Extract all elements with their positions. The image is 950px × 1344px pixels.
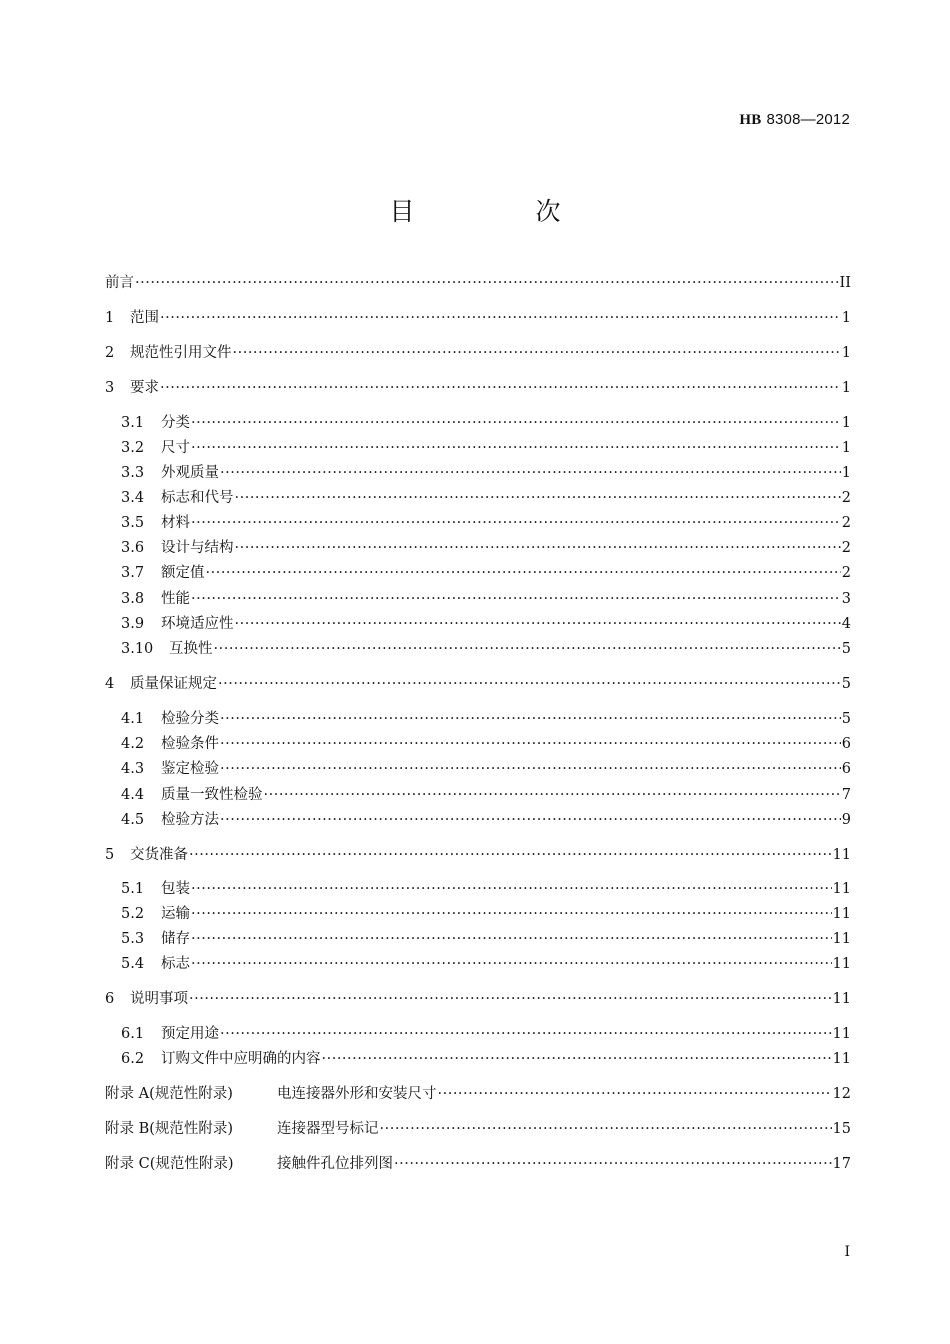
standard-prefix: HB	[739, 112, 762, 128]
toc-entry-label: 电连接器外形和安装尺寸	[277, 1086, 437, 1102]
toc-entry-page: 1	[841, 345, 851, 361]
toc-entry-label: 范围	[130, 310, 159, 326]
toc-entry-number: 5.1	[121, 881, 145, 897]
toc-entry-label: 预定用途	[161, 1026, 219, 1042]
toc-entry[interactable]	[105, 307, 851, 329]
toc-leader-dots	[322, 1048, 832, 1070]
toc-entry-page: 15	[832, 1121, 851, 1137]
toc-entry-label: 连接器型号标记	[277, 1121, 379, 1137]
toc-entry-page: 11	[832, 881, 851, 897]
toc-entry[interactable]	[121, 784, 851, 806]
toc-entry-label: 包装	[161, 881, 190, 897]
toc-entry-label: 检验条件	[161, 736, 219, 752]
toc-entry[interactable]	[105, 673, 851, 695]
toc-entry[interactable]	[121, 412, 851, 434]
toc-entry-label: 交货准备	[130, 847, 188, 863]
toc-leader-dots	[380, 1118, 832, 1140]
toc-entry-number: 5.2	[121, 906, 145, 922]
toc-entry-label: 质量保证规定	[130, 676, 217, 692]
toc-entry[interactable]	[121, 708, 851, 730]
toc-entry[interactable]	[121, 878, 851, 900]
toc-entry-page: 1	[841, 415, 851, 431]
toc-entry-number: 6	[105, 991, 115, 1007]
toc-entry-label: 材料	[161, 515, 190, 531]
toc-entry[interactable]	[121, 809, 851, 831]
page-number: I	[844, 1244, 850, 1260]
toc-entry-page: 3	[841, 591, 851, 607]
toc-entry-label: 标志	[161, 956, 190, 972]
toc-entry-label: 质量一致性检验	[161, 787, 263, 803]
toc-leader-dots	[220, 462, 841, 484]
toc-entry-page: 2	[841, 540, 851, 556]
toc-leader-dots	[235, 613, 841, 635]
toc-entry-page: 1	[841, 465, 851, 481]
toc-entry-label: 前言	[105, 275, 134, 291]
toc-leader-dots	[135, 272, 839, 294]
toc-entry-label: 说明事项	[130, 991, 188, 1007]
toc-entry-number: 3.2	[121, 440, 145, 456]
toc-entry[interactable]	[105, 844, 851, 866]
toc-entry-label: 外观质量	[161, 465, 219, 481]
toc-title: 目 次	[389, 197, 609, 226]
toc-leader-dots	[214, 638, 841, 660]
toc-leader-dots	[191, 412, 841, 434]
toc-entry-label: 要求	[130, 380, 159, 396]
toc-entry[interactable]	[105, 272, 851, 294]
toc-entry[interactable]	[121, 437, 851, 459]
toc-leader-dots	[220, 708, 841, 730]
toc-entry-label: 订购文件中应明确的内容	[161, 1051, 321, 1067]
toc-entry[interactable]	[105, 1083, 851, 1105]
toc-entry-page: 11	[832, 847, 851, 863]
toc-leader-dots	[191, 903, 832, 925]
toc-entry-number: 4	[105, 676, 115, 692]
toc-entry-label: 检验分类	[161, 711, 219, 727]
toc-entry-page: 11	[832, 1051, 851, 1067]
toc-leader-dots	[235, 487, 841, 509]
toc-entry[interactable]	[121, 512, 851, 534]
toc-entry[interactable]	[105, 342, 851, 364]
toc-entry-page: 2	[841, 490, 851, 506]
toc-leader-dots	[191, 878, 832, 900]
toc-leader-dots	[189, 988, 832, 1010]
toc-leader-dots	[206, 562, 841, 584]
toc-entry-number: 3.5	[121, 515, 145, 531]
toc-entry-number: 5	[105, 847, 115, 863]
toc-leader-dots	[220, 758, 841, 780]
toc-entry-number: 4.2	[121, 736, 145, 752]
toc-entry[interactable]	[105, 988, 851, 1010]
toc-leader-dots	[233, 342, 841, 364]
toc-entry-number: 3.6	[121, 540, 145, 556]
toc-entry-label: 运输	[161, 906, 190, 922]
toc-entry-number: 5.3	[121, 931, 145, 947]
toc-leader-dots	[160, 377, 841, 399]
toc-entry[interactable]	[121, 1048, 851, 1070]
toc-entry-page: 11	[832, 991, 851, 1007]
toc-entry-page: 2	[841, 515, 851, 531]
toc-entry-label: 尺寸	[161, 440, 190, 456]
toc-entry-label: 鉴定检验	[161, 761, 219, 777]
toc-entry-page: 11	[832, 1026, 851, 1042]
toc-leader-dots	[235, 537, 841, 559]
toc-entry[interactable]	[121, 638, 851, 660]
toc-entry-number: 附录 B(规范性附录)	[105, 1121, 234, 1137]
toc-entry-page: 2	[841, 565, 851, 581]
toc-entry-page: 5	[841, 711, 851, 727]
toc-entry[interactable]	[121, 588, 851, 610]
toc-entry[interactable]	[121, 903, 851, 925]
toc-entry-page: 11	[832, 931, 851, 947]
toc-leader-dots	[220, 1023, 832, 1045]
standard-code	[739, 110, 850, 129]
toc-entry-page: 7	[841, 787, 851, 803]
toc-entry-label: 性能	[161, 591, 190, 607]
toc-entry-number: 3.1	[121, 415, 145, 431]
toc-entry-number: 1	[105, 310, 115, 326]
toc-entry-number: 5.4	[121, 956, 145, 972]
toc-entry-number: 3.7	[121, 565, 145, 581]
toc-leader-dots	[191, 437, 841, 459]
toc-leader-dots	[264, 784, 841, 806]
toc-entry[interactable]	[105, 377, 851, 399]
toc-entry[interactable]	[121, 537, 851, 559]
toc-leader-dots	[220, 733, 841, 755]
toc-entry[interactable]	[105, 1153, 851, 1175]
toc-entry-number: 3.3	[121, 465, 145, 481]
toc-entry-number: 6.2	[121, 1051, 145, 1067]
toc-entry-number: 3.9	[121, 616, 145, 632]
toc-entry-label: 规范性引用文件	[130, 345, 232, 361]
toc-entry-label: 设计与结构	[161, 540, 234, 556]
toc-entry[interactable]	[105, 1118, 851, 1140]
toc-entry-page: 9	[841, 812, 851, 828]
toc-leader-dots	[218, 673, 841, 695]
toc-entry-label: 环境适应性	[161, 616, 234, 632]
toc-leader-dots	[191, 928, 832, 950]
toc-leader-dots	[189, 844, 832, 866]
toc-entry-number: 3.4	[121, 490, 145, 506]
toc-entry-page: 6	[841, 736, 851, 752]
toc-entry-label: 标志和代号	[161, 490, 234, 506]
toc-entry[interactable]	[121, 613, 851, 635]
toc-entry[interactable]	[121, 953, 851, 975]
toc-entry[interactable]	[121, 733, 851, 755]
toc-entry-label: 分类	[161, 415, 190, 431]
toc-leader-dots	[160, 307, 841, 329]
toc-leader-dots	[191, 588, 841, 610]
toc-entry-page: 6	[841, 761, 851, 777]
toc-entry-label: 额定值	[161, 565, 205, 581]
standard-number: 8308—2012	[766, 111, 850, 128]
toc-leader-dots	[191, 512, 841, 534]
toc-entry[interactable]	[121, 562, 851, 584]
toc-leader-dots	[191, 953, 832, 975]
toc-leader-dots	[220, 809, 841, 831]
toc-entry-page: 17	[832, 1156, 851, 1172]
toc-entry[interactable]	[121, 1023, 851, 1045]
toc-entry-page: 1	[841, 440, 851, 456]
toc-entry[interactable]	[121, 462, 851, 484]
toc-entry-number: 3	[105, 380, 115, 396]
toc-entry[interactable]	[121, 487, 851, 509]
toc-entry-number: 3.10	[121, 641, 154, 657]
toc-leader-dots	[438, 1083, 832, 1105]
toc-entry-number: 2	[105, 345, 115, 361]
toc-entry-label: 储存	[161, 931, 190, 947]
toc-entry-page: 5	[841, 641, 851, 657]
toc-entry-label: 接触件孔位排列图	[277, 1156, 393, 1172]
toc-entry[interactable]	[121, 758, 851, 780]
toc-entry-number: 附录 C(规范性附录)	[105, 1156, 234, 1172]
toc-entry-page: 5	[841, 676, 851, 692]
toc-entry-label: 检验方法	[161, 812, 219, 828]
toc-entry-number: 6.1	[121, 1026, 145, 1042]
toc-entry-page: 4	[841, 616, 851, 632]
toc-entry-number: 4.1	[121, 711, 145, 727]
toc-entry-page: 12	[832, 1086, 851, 1102]
toc-entry-number: 附录 A(规范性附录)	[105, 1086, 233, 1102]
toc-entry-number: 4.4	[121, 787, 145, 803]
toc-entry-number: 4.5	[121, 812, 145, 828]
toc-entry-page: II	[839, 275, 851, 291]
toc-entry-label: 互换性	[169, 641, 213, 657]
toc-entry-page: 1	[841, 380, 851, 396]
toc-entry-number: 3.8	[121, 591, 145, 607]
toc-entry-page: 11	[832, 906, 851, 922]
toc-leader-dots	[394, 1153, 832, 1175]
toc-entry-page: 1	[841, 310, 851, 326]
toc-entry[interactable]	[121, 928, 851, 950]
toc-entry-page: 11	[832, 956, 851, 972]
toc-entry-number: 4.3	[121, 761, 145, 777]
